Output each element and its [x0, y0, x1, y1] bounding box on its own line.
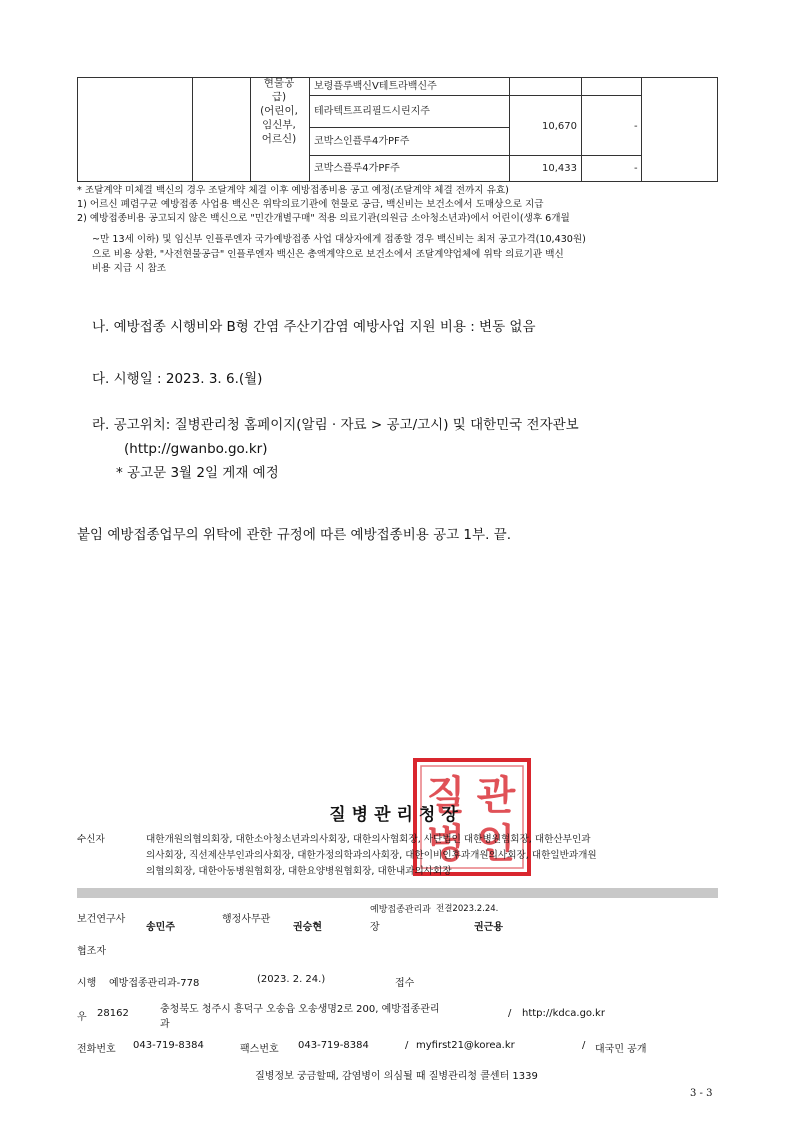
- enforcement-number: 예방접종관리과-778: [109, 978, 200, 989]
- note-2-cont: ~만 13세 이하) 및 임신부 인플루엔자 국가예방접종 사업 대상자에게 접종할 경우 백신비는 최저 공고가격(10,430원): [92, 234, 586, 245]
- footer-separator-bar: [77, 888, 718, 898]
- disclosure-status: 대국민 공개: [595, 1044, 647, 1055]
- cooperator-label: 협조자: [77, 946, 106, 957]
- fax-label: 팩스번호: [240, 1044, 279, 1055]
- category-line: (어린이,: [260, 105, 298, 117]
- vaccine-name-cell: 코박스플루4가PF주: [314, 163, 400, 174]
- enforcement-date: (2023. 2. 24.): [257, 974, 326, 985]
- address: 충청북도 청주시 흥덕구 오송읍 오송생명2로 200, 예방접종관리: [160, 1004, 440, 1015]
- change-cell: -: [634, 163, 638, 174]
- category-line: 임신부,: [262, 119, 296, 131]
- gazette-url: (http://gwanbo.go.kr): [124, 441, 268, 457]
- table-border-right: [717, 77, 718, 182]
- approver-3-title: 예방접종관리과: [370, 905, 431, 915]
- recipients-label: 수신자: [77, 834, 105, 845]
- call-center-notice: 질병정보 궁금할때, 감염병이 의심될 때 질병관리청 콜센터 1339: [255, 1071, 538, 1082]
- note-2-cont: 으로 비용 상환, "사전현물공급" 인플루엔자 백신은 총액계약으로 보건소에서 조달계약업체에 위탁 의료기관 백신: [92, 249, 564, 260]
- category-line: 현물공: [263, 77, 295, 89]
- section-da: 다. 시행일 : 2023. 3. 6.(월): [92, 371, 263, 387]
- enforcement-label: 시행: [77, 978, 97, 989]
- recipients-line: 대한개원의협의회장, 대한소아청소년과의사회장, 대한의사협회장, 사단법인 대한병원협회장, 대한산부인과: [146, 834, 591, 845]
- change-cell: -: [634, 121, 638, 132]
- attachment-line: 붙임 예방접종업무의 위탁에 관한 규정에 따른 예방접종비용 공고 1부. 끝.: [77, 527, 511, 543]
- category-line: 급): [271, 91, 287, 103]
- table-col-divider: [250, 77, 251, 182]
- vaccine-name-cell: 보령플루백신V테트라백신주: [314, 81, 437, 92]
- sender-title: 질병관리청장: [329, 805, 464, 825]
- zip-label: 우: [77, 1012, 87, 1023]
- note-2-cont: 비용 지급 시 참조: [92, 263, 167, 274]
- approver-1-name: 송민주: [146, 922, 175, 933]
- site-separator: /: [508, 1008, 512, 1019]
- note-2: 2) 예방접종비용 공고되지 않은 백신으로 "민간개별구매" 적용 의료기관(의원급 소아청소년과)에서 어린이(생후 6개월: [77, 213, 570, 224]
- approver-3-name: 권근용: [474, 922, 503, 933]
- note-procurement: * 조달계약 미체결 백신의 경우 조달계약 체결 이후 예방접종비용 공고 예정(조달계약 체결 전까지 유효): [77, 185, 509, 196]
- page-number: 3 - 3: [690, 1088, 713, 1099]
- recipients-line: 의협의회장, 대한아동병원협회장, 대한요양병원협회장, 대한내과의사회장: [146, 866, 452, 877]
- section-ra: 라. 공고위치: 질병관리청 홈페이지(알림 · 자료 > 공고/고시) 및 대한민국 전자관보: [92, 417, 579, 433]
- email-separator: /: [405, 1040, 409, 1051]
- email-link[interactable]: myfirst21@korea.kr: [416, 1040, 515, 1051]
- table-border-top: [77, 77, 718, 78]
- table-col-divider: [641, 77, 642, 182]
- table-border-bottom: [77, 181, 718, 182]
- price-cell: 10,670: [542, 121, 577, 132]
- table-row-divider: [309, 127, 509, 128]
- approver-3-title-cont: 장: [370, 922, 380, 933]
- table-col-divider: [309, 77, 310, 182]
- approver-1-title: 보건연구사: [77, 914, 126, 925]
- fax-number: 043-719-8384: [298, 1040, 369, 1051]
- recipients-line: 의사회장, 직선제산부인과의사회장, 대한가정의학과의사회장, 대한이비인후과개원의사회장, 대한일반과개원: [146, 850, 597, 861]
- approval-date: 전결2023.2.24.: [436, 904, 499, 914]
- vaccine-name-cell: 테라텍트프리필드시린지주: [314, 106, 430, 117]
- receipt-label: 접수: [395, 978, 415, 989]
- svg-text:인: 인: [476, 820, 516, 867]
- table-row-divider: [309, 95, 641, 96]
- approver-2-title: 행정사무관: [222, 914, 271, 925]
- public-separator: /: [582, 1040, 586, 1051]
- svg-text:관: 관: [476, 772, 516, 819]
- svg-text:병: 병: [426, 820, 466, 867]
- svg-text:질: 질: [426, 772, 466, 819]
- section-na: 나. 예방접종 시행비와 B형 간염 주산기감염 예방사업 지원 비용 : 변동 없음: [92, 319, 536, 335]
- note-1: 1) 어르신 폐렴구균 예방접종 사업용 백신은 위탁의료기관에 현물로 공급, 백신비는 보건소에서 도매상으로 지급: [77, 199, 544, 210]
- price-cell: 10,433: [542, 163, 577, 174]
- table-col-divider: [581, 77, 582, 182]
- posting-note: * 공고문 3월 2일 게재 예정: [116, 465, 279, 481]
- website-link[interactable]: http://kdca.go.kr: [522, 1008, 605, 1019]
- zip-code: 28162: [97, 1008, 129, 1019]
- phone-label: 전화번호: [77, 1044, 116, 1055]
- table-col-divider: [192, 77, 193, 182]
- table-row-divider: [309, 155, 641, 156]
- address-cont: 과: [160, 1019, 170, 1030]
- table-category-cell: [252, 76, 306, 146]
- approver-2-name: 권승현: [293, 922, 322, 933]
- table-border-left: [77, 77, 78, 182]
- phone-number: 043-719-8384: [133, 1040, 204, 1051]
- vaccine-name-cell: 코박스인플루4가PF주: [314, 136, 410, 147]
- category-line: 어르신): [261, 133, 297, 145]
